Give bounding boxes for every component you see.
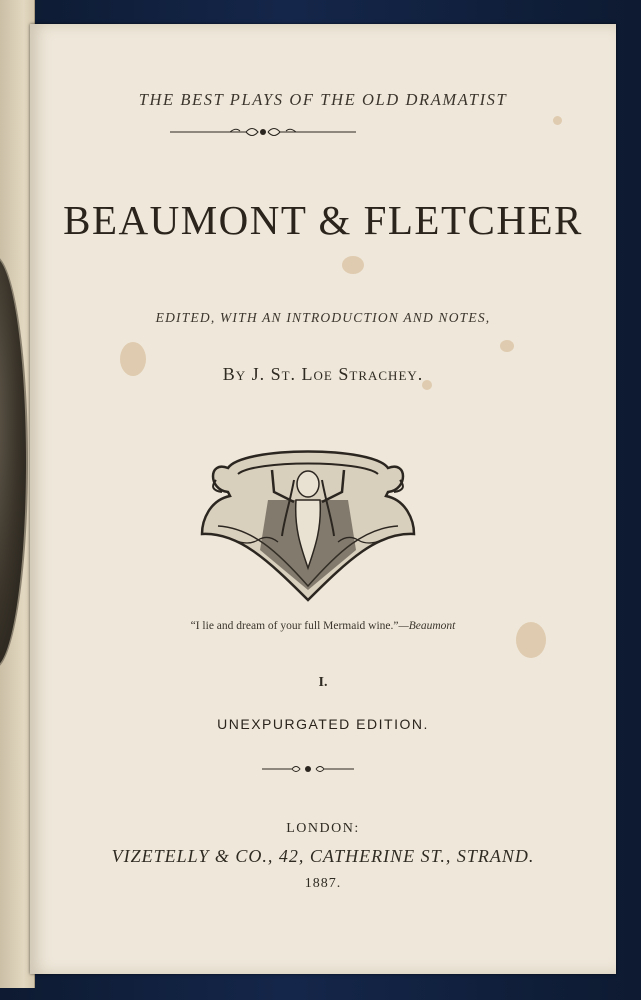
imprint-publisher: VIZETELLY & CO., 42, CATHERINE ST., STRAND. bbox=[111, 846, 535, 866]
small-scroll-rule-icon bbox=[262, 763, 354, 775]
foxing-spot bbox=[553, 116, 562, 125]
epigraph bbox=[30, 620, 616, 632]
series-title: THE BEST PLAYS OF THE OLD DRAMATIST bbox=[138, 90, 508, 109]
book-title: BEAUMONT & FLETCHER bbox=[63, 197, 583, 243]
volume-number: I. bbox=[318, 675, 328, 690]
epigraph-attribution: —Beaumont bbox=[398, 620, 456, 632]
title-page bbox=[30, 24, 616, 974]
foxing-spot bbox=[500, 340, 514, 352]
foxing-spot bbox=[342, 256, 364, 274]
imprint-year: 1887. bbox=[304, 876, 342, 891]
scroll-rule-icon bbox=[170, 124, 356, 140]
imprint-city: LONDON: bbox=[286, 821, 360, 836]
edition-note: UNEXPURGATED EDITION. bbox=[217, 716, 429, 732]
editorial-note: EDITED, WITH AN INTRODUCTION AND NOTES, bbox=[155, 310, 491, 325]
mermaid-emblem-icon bbox=[198, 440, 418, 608]
byline: By J. St. Loe Strachey. bbox=[222, 364, 424, 384]
epigraph-text: “I lie and dream of your full Mermaid wine.” bbox=[190, 620, 399, 632]
